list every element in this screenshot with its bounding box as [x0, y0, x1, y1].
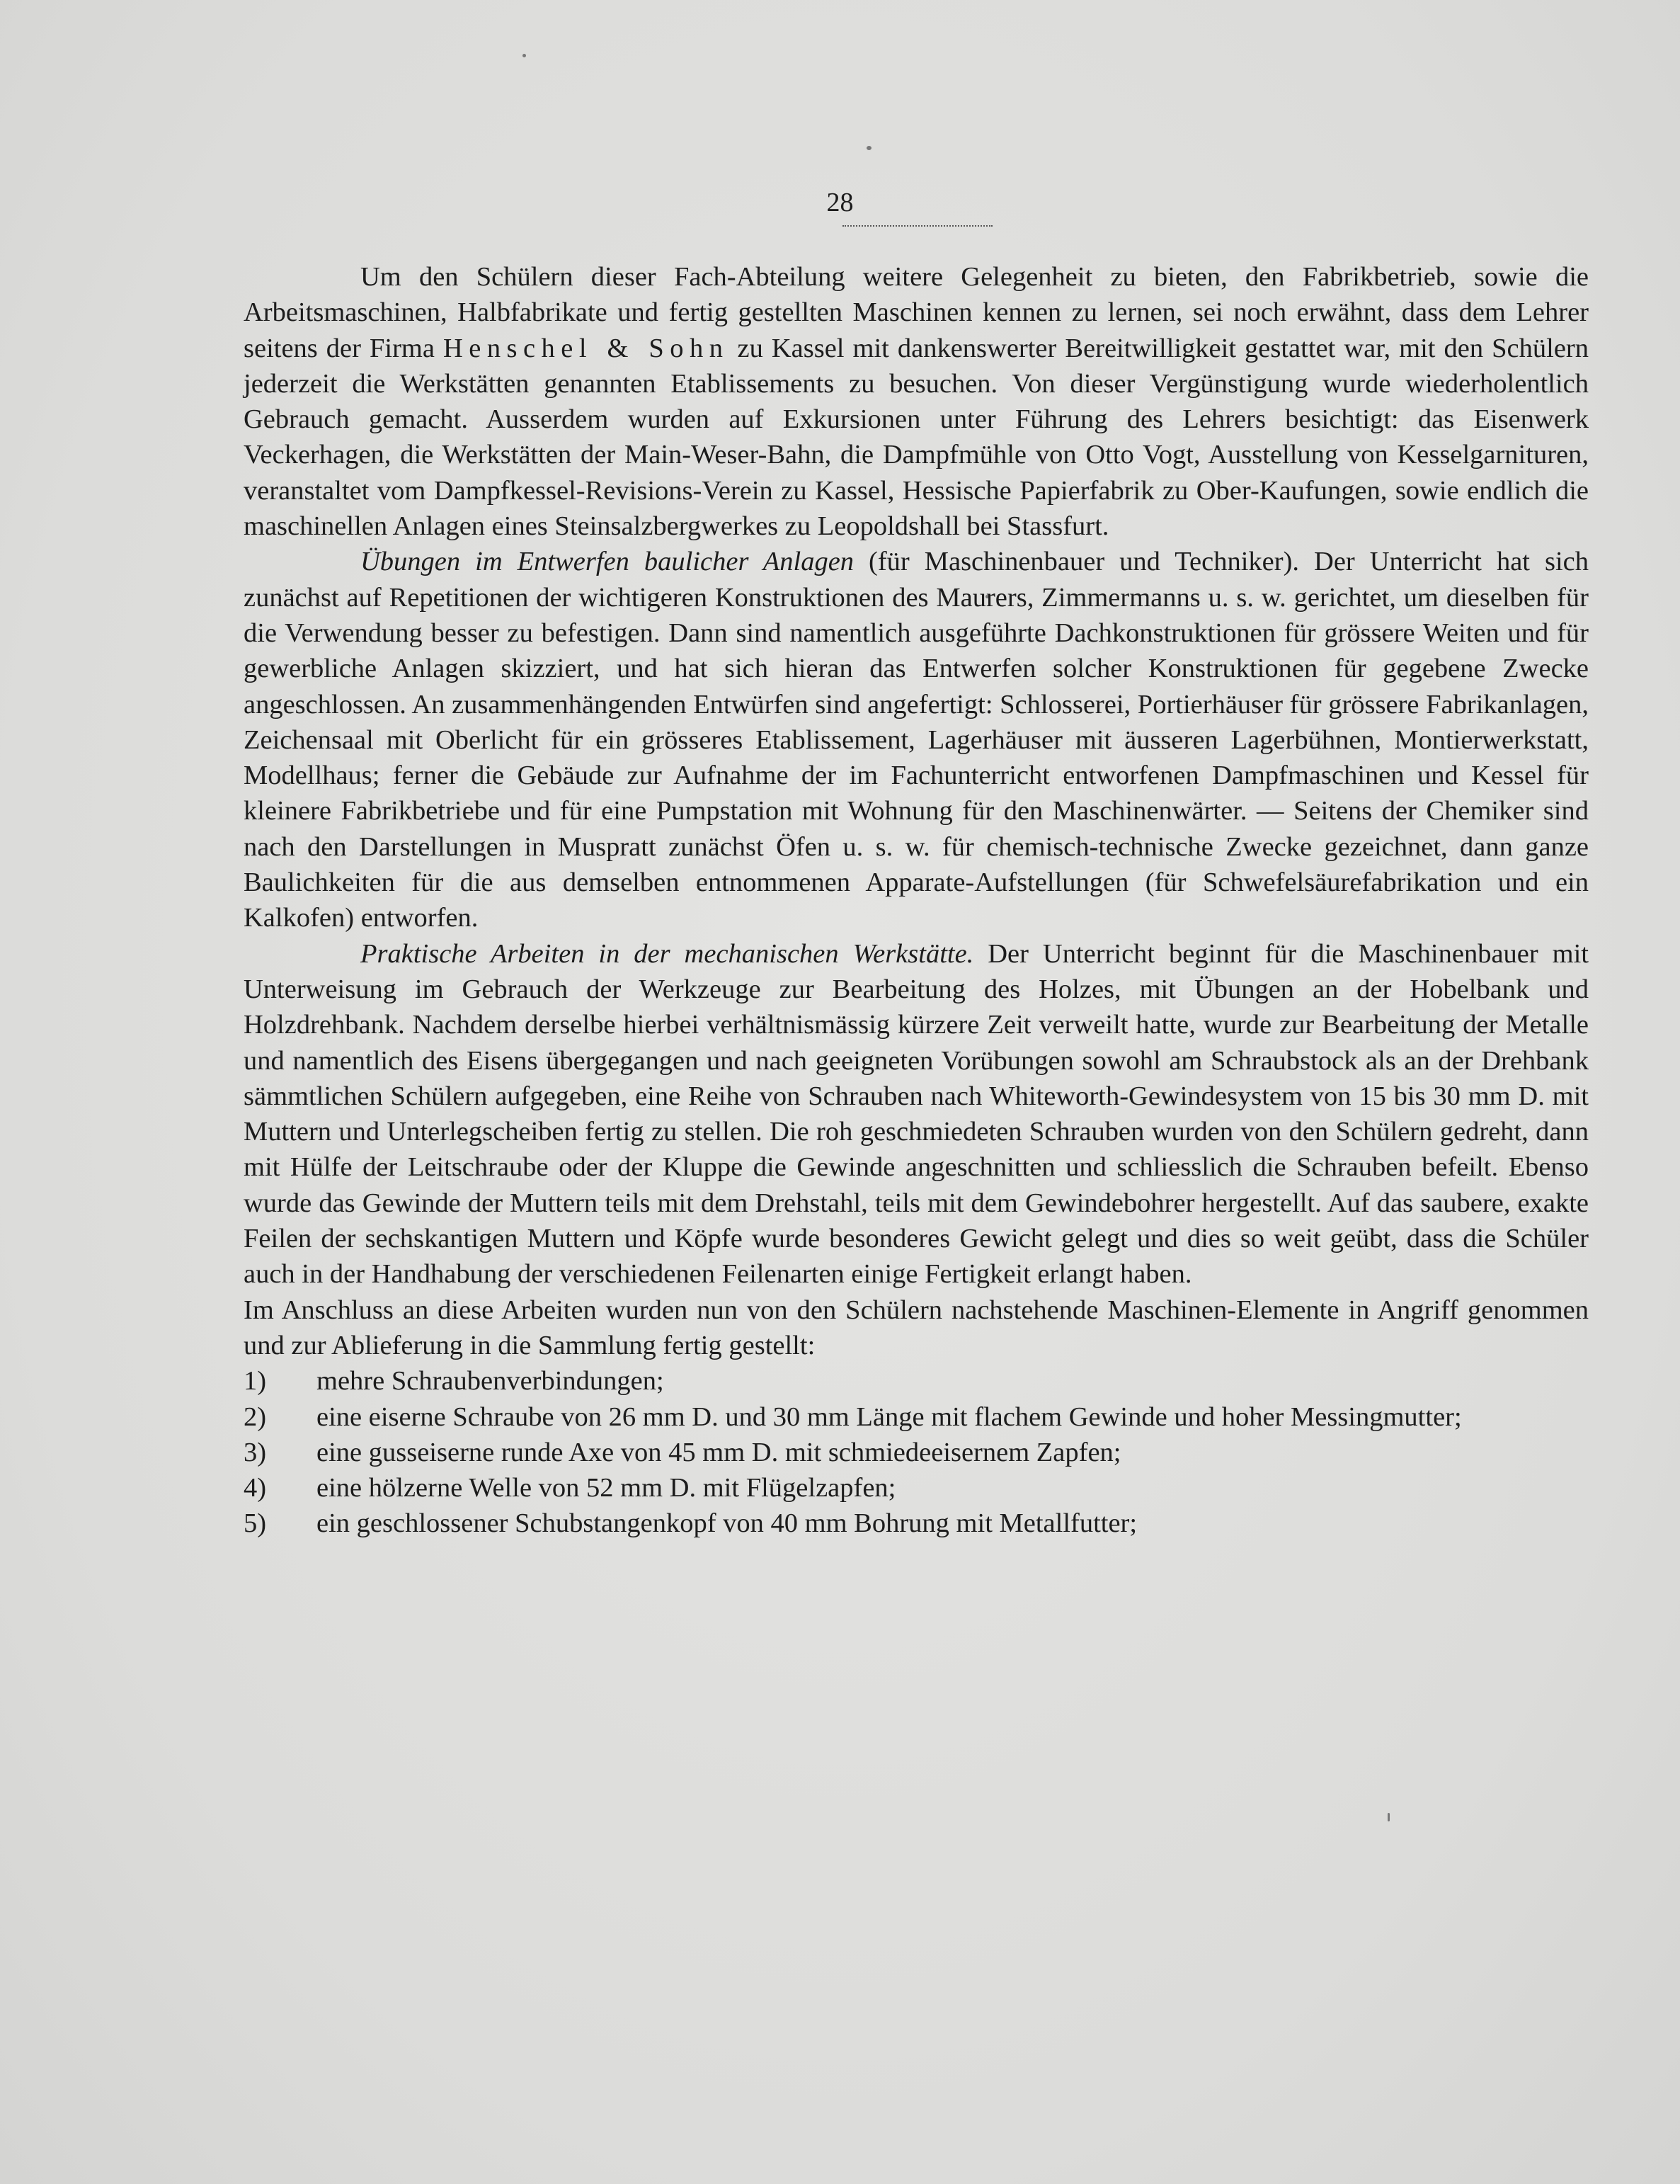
list-item — [244, 1470, 1589, 1506]
paragraph-text: (für Maschinenbauer und Techniker). Der Unterricht hat sich zunächst auf Repetitionen der wichtigeren Konstruktionen des Maurers, Zimmermanns u. s. w. gerichtet, um dieselben für die Verwendung besser zu befestigen. Dann sind namentlich ausgeführte Dachkonstruktionen für grössere Weiten und für gewerbliche Anlagen skizziert, und hat sich hieran das Entwerfen solcher Konstruktionen für gegebene Zwecke angeschlossen. An zusammenhängenden Entwürfen sind angefertigt: Schlosserei, Portierhäuser für grössere Fabrikanlagen, Zeichensaal mit Oberlicht für ein grösseres Etablissement, Lagerhäuser mit äusseren Lagerbühnen, Montierwerkstatt, Modellhaus; ferner die Gebäude zur Aufnahme der im Fachunterricht entworfenen Dampfmaschinen und Kessel für kleinere Fabrikbetriebe und für eine Pumpstation mit Wohnung für den Maschinenwärter. — Seitens der Chemiker sind nach den Darstellungen in Muspratt zunächst Öfen u. s. w. für chemisch-technische Zwecke gezeichnet, dann ganze Baulichkeiten für die aus demselben entnommenen Apparate-Aufstellungen (für Schwefelsäurefabrikation und ein Kalkofen) entworfen. — [244, 547, 1589, 933]
list-item-text: eine gusseiserne runde Axe von 45 mm D. mit schmiedeeisernem Zapfen; — [316, 1437, 1121, 1467]
paragraph-text: Der Unterricht beginnt für die Maschinenbauer mit Unterweisung im Gebrauch der Werkzeuge zur Bearbeitung des Holzes, mit Übungen an der Hobelbank und Holzdrehbank. Nachdem derselbe hierbei verhältnismässig kürzere Zeit verweilt hatte, wurde zur Bearbeitung der Metalle und namentlich des Eisens übergegangen und nach geeigneten Vorübungen sowohl am Schraubstock als an der Drehbank sämmtlichen Schülern aufgegeben, eine Reihe von Schrauben nach Whiteworth-Gewindesystem von 15 bis 30 mm D. mit Muttern und Unterlegscheiben fertig zu stellen. Die roh geschmiedeten Schrauben wurden von den Schülern gedreht, dann mit Hülfe der Leitschraube oder der Kluppe die Gewinde angeschnitten und schliesslich die Schrauben befeilt. Ebenso wurde das Gewinde der Muttern teils mit dem Drehstahl, teils mit dem Gewindebohrer hergestellt. Auf das saubere, exakte Feilen der sechskantigen Muttern und Köpfe wurde besonderes Gewicht gelegt und dies so weit geübt, dass die Schüler auch in der Handhabung der verschiedenen Feilenarten einige Fertigkeit erlangt haben. — [244, 938, 1589, 1290]
paragraph-list-intro: Im Anschluss an diese Arbeiten wurden nun von den Schülern nachstehende Maschinen-Elemente in Angriff genommen und zur Ablieferung in die Sammlung fertig gestellt: — [244, 1295, 1589, 1360]
list-marker: 1) — [244, 1366, 267, 1397]
page-number: 28 — [826, 188, 854, 217]
section-heading: Praktische Arbeiten in der mechanischen Werkstätte. — [360, 938, 974, 969]
paragraph-text: Um den Schülern dieser Fach-Abteilung weitere Gelegenheit zu bieten, den Fabrikbetrieb, sowie die Arbeitsmaschinen, Halbfabrikate und fertig gestellten Maschinen kennen zu lernen, sei noch erwähnt, dass dem Lehrer seitens der Firma — [244, 262, 1589, 363]
company-name: Henschel & Sohn — [442, 333, 729, 363]
list-item-text: ein geschlossener Schubstangenkopf von 40 mm Bohrung mit Metallfutter; — [316, 1508, 1138, 1539]
section-heading: Übungen im Entwerfen baulicher Anlagen — [360, 547, 855, 577]
list-marker: 5) — [244, 1508, 267, 1539]
list-item — [244, 1506, 1589, 1541]
list-item-text: eine hölzerne Welle von 52 mm D. mit Flügelzapfen; — [316, 1473, 896, 1503]
list-item-text: eine eiserne Schraube von 26 mm D. und 30 mm Länge mit flachem Gewinde und hoher Messingmutter; — [316, 1401, 1462, 1432]
paragraph-excursions — [244, 259, 1589, 544]
paragraph-building-design — [244, 544, 1589, 935]
paper-speck — [1388, 1813, 1390, 1821]
list-marker: 3) — [244, 1437, 267, 1467]
paper-speck — [867, 146, 872, 150]
paragraph-workshop — [244, 936, 1589, 1292]
paragraph-text: zu Kassel mit dankenswerter Bereitwilligkeit gestattet war, mit den Schülern jederzeit die Werkstätten genannten Etablissements zu besuchen. Von dieser Vergünstigung wurde wiederholentlich Gebrauch gemacht. Ausserdem wurden auf Exkursionen unter Führung des Lehrers besichtigt: das Eisenwerk Veckerhagen, die Werkstätten der Main-Weser-Bahn, die Dampfmühle von Otto Vogt, Ausstellung von Kesselgarnituren, veranstaltet vom Dampfkessel-Revisions-Verein zu Kassel, Hessische Papierfabrik zu Ober-Kaufungen, sowie endlich die maschinellen Anlagen eines Steinsalzbergwerkes zu Leopoldshall bei Stassfurt. — [244, 333, 1589, 542]
list-item — [244, 1363, 1589, 1399]
header-rule — [842, 225, 993, 227]
list-item — [244, 1399, 1589, 1435]
list-marker: 2) — [244, 1401, 267, 1432]
list-item — [244, 1435, 1589, 1470]
body-text — [244, 259, 1589, 1542]
machine-elements-list — [244, 1363, 1589, 1541]
paper-speck — [522, 54, 526, 57]
list-item-text: mehre Schraubenverbindungen; — [316, 1366, 664, 1397]
list-marker: 4) — [244, 1473, 267, 1503]
